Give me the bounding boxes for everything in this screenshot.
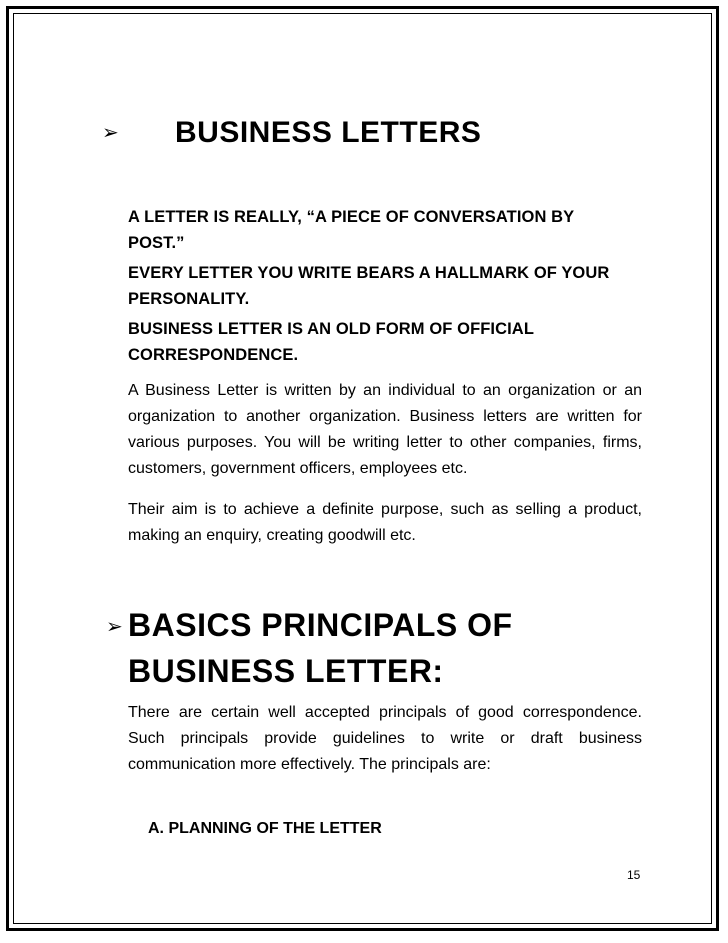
arrow-bullet-icon: ➢ <box>102 120 119 144</box>
paragraph-business-letter-aim: Their aim is to achieve a definite purpose, such as selling a product, making an enquiry, creating goodwill etc. <box>128 501 642 544</box>
statement-1: A LETTER IS REALLY, “A PIECE OF CONVERSATION BY POST.” <box>128 208 574 252</box>
page-number: 15 <box>627 868 641 882</box>
statement-2: EVERY LETTER YOU WRITE BEARS A HALLMARK OF YOUR PERSONALITY. <box>128 264 610 308</box>
paragraph-business-letter-definition: A Business Letter is written by an individual to an organization or an organization to another organization. Business letters are written for various purposes. You will be writing letter to other companies, firms, customers, government officers, employees etc. <box>128 382 642 477</box>
statement-3: BUSINESS LETTER IS AN OLD FORM OF OFFICIAL CORRESPONDENCE. <box>128 320 534 364</box>
sub-item-planning: A. PLANNING OF THE LETTER <box>148 820 382 837</box>
section-heading-business-letters: BUSINESS LETTERS <box>175 116 482 149</box>
arrow-bullet-icon: ➢ <box>106 614 123 638</box>
section-heading-basic-principals: BASICS PRINCIPALS OF BUSINESS LETTER: <box>128 607 513 689</box>
paragraph-principals-intro: There are certain well accepted principals of good correspondence. Such principals provide guidelines to write or draft business communication more effectively. The principals are: <box>128 704 642 773</box>
